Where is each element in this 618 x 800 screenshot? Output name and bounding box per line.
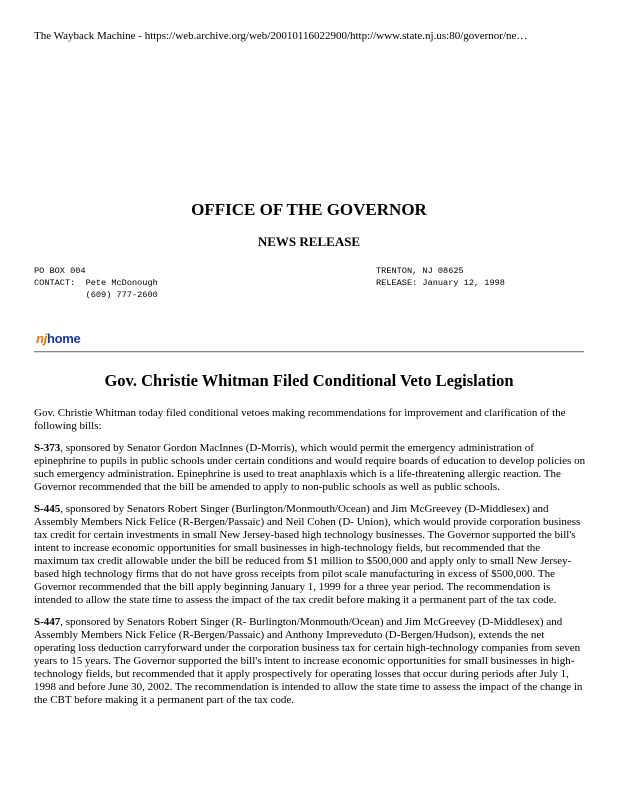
divider [34, 351, 584, 353]
bill-id: S-447 [34, 616, 61, 628]
intro-paragraph: Gov. Christie Whitman today filed conditional vetoes making recommendations for improvement and clarification of the following bills: [34, 407, 566, 432]
bill-paragraph [34, 616, 586, 707]
nj-logo-mark: nj [36, 331, 47, 346]
bill-text: , sponsored by Senators Robert Singer (R- Burlington/Monmouth/Ocean) and Jim McGreevey (D-Middlesex) and Assembly Members Nick Felice (R-Bergen/Passaic) and Anthony Impreveduto (D-Bergen/Hudson), extends the net operating loss deduction carryforward under the corporation business tax for certain high-technology companies from seven years to 15 years. The Governor supported the bill's intent to increase economic opportunities for small businesses in high-technology fields, but recommended that it apply prospectively for operating losses that occur during periods after July 1, 1998 and before June 30, 2002. The recommendation is intended to allow the state time to assess the impact of the change in the CBT before making it a permanent part of the tax code. [34, 616, 583, 706]
article-title: Gov. Christie Whitman Filed Conditional Veto Legislation [104, 371, 514, 390]
bill-id: S-373 [34, 442, 61, 454]
bill-paragraph [34, 503, 586, 607]
news-release-heading: NEWS RELEASE [257, 234, 361, 249]
nj-home-link[interactable] [36, 331, 80, 346]
bill-id: S-445 [34, 503, 61, 515]
bill-paragraph [34, 442, 586, 494]
bill-text: , sponsored by Senators Robert Singer (Burlington/Monmouth/Ocean) and Jim McGreevey (D-Middlesex) and Assembly Members Nick Felice (R-Bergen/Passaic) and Neil Cohen (D- Union), which would provide corporation business tax credit for certain investments in small New Jersey-based high technology businesses. The Governor supported the bill's intent to increase economic opportunities for small businesses in high-technology fields, but recommended that the maximum tax credit allowable under the bill be reduced from $1 million to $500,000 and apply only to small New Jersey-based high technology firms that do not have gross receipts from pilot scale manufacturing in excess of $500,000. The Governor recommended that the bill apply beginning January 1, 1999 for a three year period. The recommendation is intended to allow the state time to assess the impact of the tax credit before making it a permanent part of the tax code. [34, 503, 581, 606]
bill-text: , sponsored by Senator Gordon MacInnes (D-Morris), which would permit the emergency administration of epinephrine to pupils in public schools under certain conditions and would require boards of education to develop policies on such emergency administration. Epinephrine is used to treat anaphlaxis which is a life-threatening allergic reaction. The Governor recommended that the bill be amended to apply to non-public schools as well as public schools. [34, 442, 586, 493]
home-label: home [46, 331, 81, 346]
article-body [34, 407, 586, 716]
location-release-block: TRENTON, NJ 08625 RELEASE: January 12, 1998 [376, 266, 505, 288]
office-heading: OFFICE OF THE GOVERNOR [191, 200, 427, 219]
contact-block: PO BOX 004 CONTACT: Pete McDonough (609) 777-2600 [34, 266, 158, 300]
browser-title: The Wayback Machine - https://web.archive.org/web/20010116022900/http://www.state.nj.us:80/governor/ne… [34, 30, 528, 42]
